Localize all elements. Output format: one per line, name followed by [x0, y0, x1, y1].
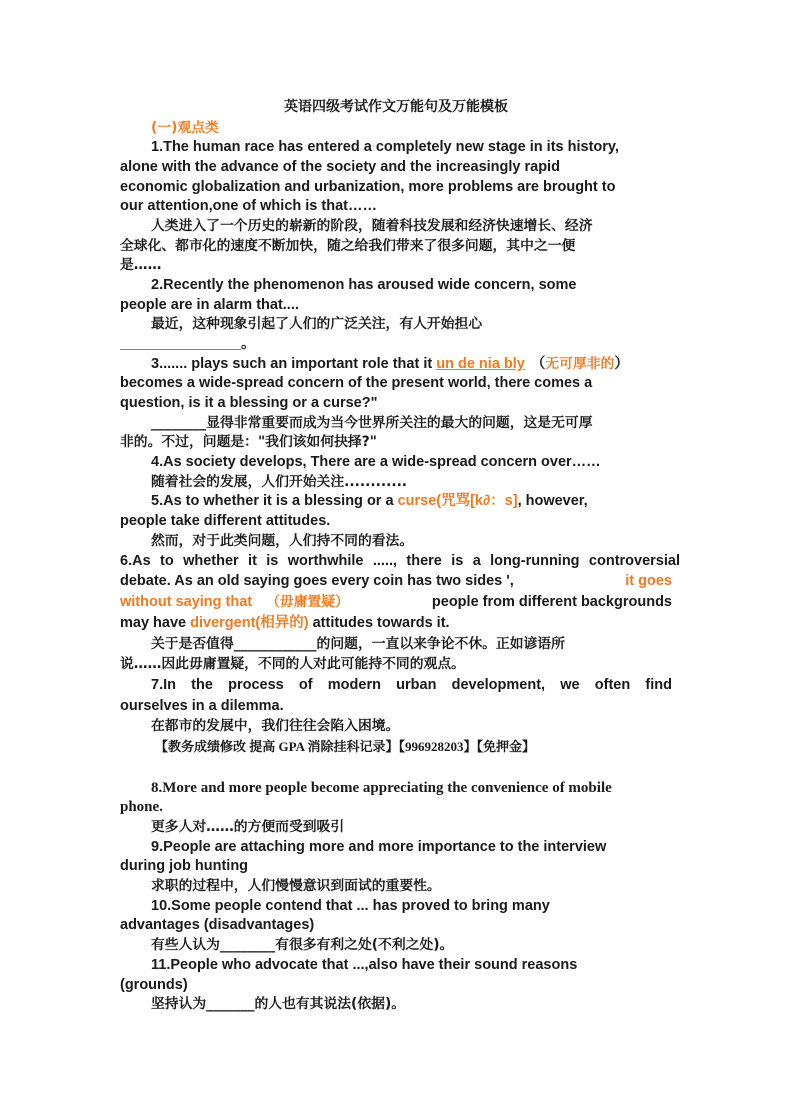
- sentence-5-line-1-text: 5.As to whether it is a blessing or a: [151, 493, 398, 509]
- sentence-2-line-2: people are in alarm that....: [120, 297, 299, 313]
- sentence-5-line-1-tail: , however,: [517, 493, 588, 509]
- sentence-3-line-1-text: 3....... plays such an important role that it: [151, 356, 437, 372]
- sentence-6-line-4-tail: attitudes towards it.: [308, 615, 450, 631]
- sentence-6-line-4: [120, 613, 680, 633]
- sentence-10-line-2: advantages (disadvantages): [120, 917, 315, 933]
- sentence-3-translation-1: ________显得非常重要而成为当今世界所关注的最大的问题，这是无可厚: [151, 415, 593, 431]
- sentence-4-line-1: 4.As society develops, There are a wide-spread concern over……: [151, 454, 601, 470]
- sentence-10-translation-1: 有些人认为________有很多有利之处(不利之处)。: [151, 937, 454, 953]
- sentence-1-translation-1: 人类进入了一个历史的崭新的阶段，随着科技发展和经济快速增长、经济: [151, 218, 593, 234]
- sentence-6-line-2: [120, 571, 680, 591]
- sentence-2-translation-2: _______________。: [120, 336, 256, 352]
- sentence-5-line-2: people take different attitudes.: [120, 513, 331, 529]
- keyword-curse: curse(咒骂[k∂：s]: [397, 493, 518, 509]
- document-title: 英语四级考试作文万能句及万能模板: [284, 99, 508, 115]
- sentence-8-line-1: 8.More and more people become appreciating the convenience of mobile: [151, 780, 612, 796]
- sentence-6-line-2-text: debate. As an old saying goes every coin has two sides ',: [120, 573, 514, 589]
- sentence-6-line-3-tail: people from different backgrounds: [431, 594, 672, 610]
- sentence-5-line-1: [151, 491, 680, 511]
- gloss-open-paren: （: [530, 356, 546, 372]
- sentence-1-translation-2: 全球化、都市化的速度不断加快，随之给我们带来了很多问题，其中之一便: [120, 238, 576, 254]
- phrase-gloss: （毋庸置疑）: [266, 594, 349, 610]
- sentence-6-line-1: 6.As to whether it is worthwhile ....., there is a long-running controversial: [120, 553, 680, 569]
- sentence-8-line-2: phone.: [120, 799, 163, 815]
- sentence-9-line-1: 9.People are attaching more and more importance to the interview: [151, 839, 607, 855]
- sentence-7-line-1: 7.In the process of modern urban development, we often find: [151, 677, 672, 693]
- sentence-6-line-4-text: may have: [120, 615, 191, 631]
- section-heading: (一)观点类: [151, 120, 219, 136]
- sentence-6-translation-2: 说……因此毋庸置疑，不同的人对此可能持不同的观点。: [120, 656, 465, 672]
- sentence-2-line-1: 2.Recently the phenomenon has aroused wide concern, some: [151, 277, 577, 293]
- sentence-3-line-2: becomes a wide-spread concern of the present world, there comes a: [120, 375, 593, 391]
- phrase-without-saying: without saying that: [120, 594, 253, 610]
- sentence-1-line-1: 1.The human race has entered a completely new stage in its history,: [151, 139, 619, 155]
- sentence-11-line-2: (grounds): [120, 977, 188, 993]
- sentence-5-translation-1: 然而，对于此类问题，人们持不同的看法。: [151, 533, 414, 549]
- sentence-6-translation-1: 关于是否值得____________的问题，一直以来争论不休。正如谚语所: [151, 636, 565, 652]
- sentence-1-line-2: alone with the advance of the society and the increasingly rapid: [120, 159, 560, 175]
- keyword-gloss: 无可厚非的: [545, 356, 615, 372]
- sentence-1-line-3: economic globalization and urbanization, more problems are brought to: [120, 179, 616, 195]
- advertisement-line: 【教务成绩修改 提高 GPA 消除挂科记录】【996928203】【免押金】: [155, 739, 536, 754]
- sentence-7-line-2: ourselves in a dilemma.: [120, 698, 284, 714]
- sentence-10-line-1: 10.Some people contend that ... has proved to bring many: [151, 898, 550, 914]
- sentence-9-line-2: during job hunting: [120, 858, 249, 874]
- sentence-1-translation-3: 是……: [120, 257, 162, 273]
- keyword-divergent: divergent(相异的): [190, 615, 309, 631]
- sentence-11-line-1: 11.People who advocate that ...,also have their sound reasons: [151, 957, 578, 973]
- sentence-4-translation-1: 随着社会的发展，人们开始关注............: [151, 474, 408, 490]
- phrase-it-goes: it goes: [625, 573, 672, 589]
- sentence-11-translation-1: 坚持认为_______的人也有其说法(依据)。: [151, 996, 406, 1012]
- sentence-9-translation-1: 求职的过程中，人们慢慢意识到面试的重要性。: [151, 878, 441, 894]
- sentence-1-line-4: our attention,one of which is that……: [120, 198, 377, 214]
- sentence-3-line-3: question, is it a blessing or a curse?": [120, 395, 378, 411]
- sentence-3-translation-2: 非的。不过，问题是："我们该如何抉择?": [120, 434, 377, 450]
- sentence-3-line-1: [151, 354, 680, 374]
- sentence-8-translation-1: 更多人对……的方便而受到吸引: [151, 819, 345, 835]
- keyword-undeniably: un de nia bly: [436, 356, 525, 372]
- sentence-2-translation-1: 最近，这种现象引起了人们的广泛关注，有人开始担心: [151, 316, 483, 332]
- gloss-close-paren: ）: [614, 356, 629, 372]
- sentence-6-line-3: [120, 592, 680, 612]
- sentence-7-translation-1: 在都市的发展中，我们往往会陷入困境。: [151, 718, 400, 734]
